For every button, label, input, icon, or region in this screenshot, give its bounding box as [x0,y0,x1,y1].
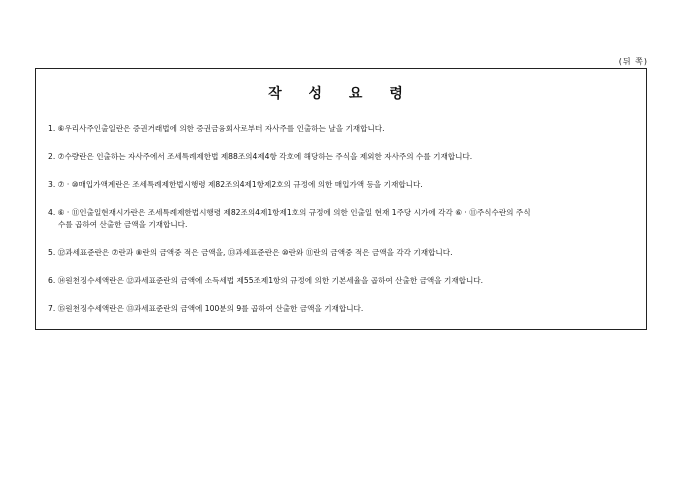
instruction-item-4 [48,207,640,231]
instruction-item-6 [48,275,640,287]
instruction-item-text: 1. ⑥우리사주인출일란은 증권거래법에 의한 증권금융회사로부터 자사주를 인출하는 날을 기재합니다. [48,124,385,133]
instructions-title: 작 성 요 령 [268,86,414,102]
instruction-item-2 [48,151,640,163]
instruction-item-3 [48,179,640,191]
instruction-item-7 [48,303,640,315]
instruction-item-text: 7. ⑮원천징수세액란은 ⑬과세표준란의 금액에 100분의 9를 곱하여 산출한 금액을 기재합니다. [48,304,364,313]
instruction-item-text: 3. ⑦ · ⑩매입가액계란은 조세특례제한법시행령 제82조의4제1항제2호의 규정에 의한 매입가액 등을 기재합니다. [48,180,423,189]
page-side-label: (뒤 쪽) [618,57,648,66]
instruction-item-text: 2. ⑦수량란은 인출하는 자사주에서 조세특례제한법 제88조의4제4항 각호에 해당하는 주식을 제외한 자사주의 수를 기재합니다. [48,152,473,161]
instruction-item-1 [48,123,640,135]
instruction-item-continuation: 수를 곱하여 산출한 금액을 기재합니다. [58,220,188,229]
instruction-item-text: 5. ⑫과세표준란은 ⑦란과 ⑧란의 금액중 적은 금액을, ⑬과세표준란은 ⑩란와 ⑪란의 금액중 적은 금액을 각각 기재합니다. [48,248,453,257]
instruction-item-text: 6. ⑭원천징수세액란은 ⑫과세표준란의 금액에 소득세법 제55조제1항의 규정에 의한 기본세율을 곱하여 산출한 금액을 기재합니다. [48,276,484,285]
instructions-box [35,68,647,330]
instructions-list [48,123,640,315]
instruction-item-text: 4. ⑥ · ⑪인출일현재시가란은 조세특례제한법시행령 제82조의4제1항제1호의 규정에 의한 인출일 현재 1주당 시가에 각각 ⑥ · ⑪주식수란의 주식 [48,208,531,217]
instruction-item-5 [48,247,640,259]
